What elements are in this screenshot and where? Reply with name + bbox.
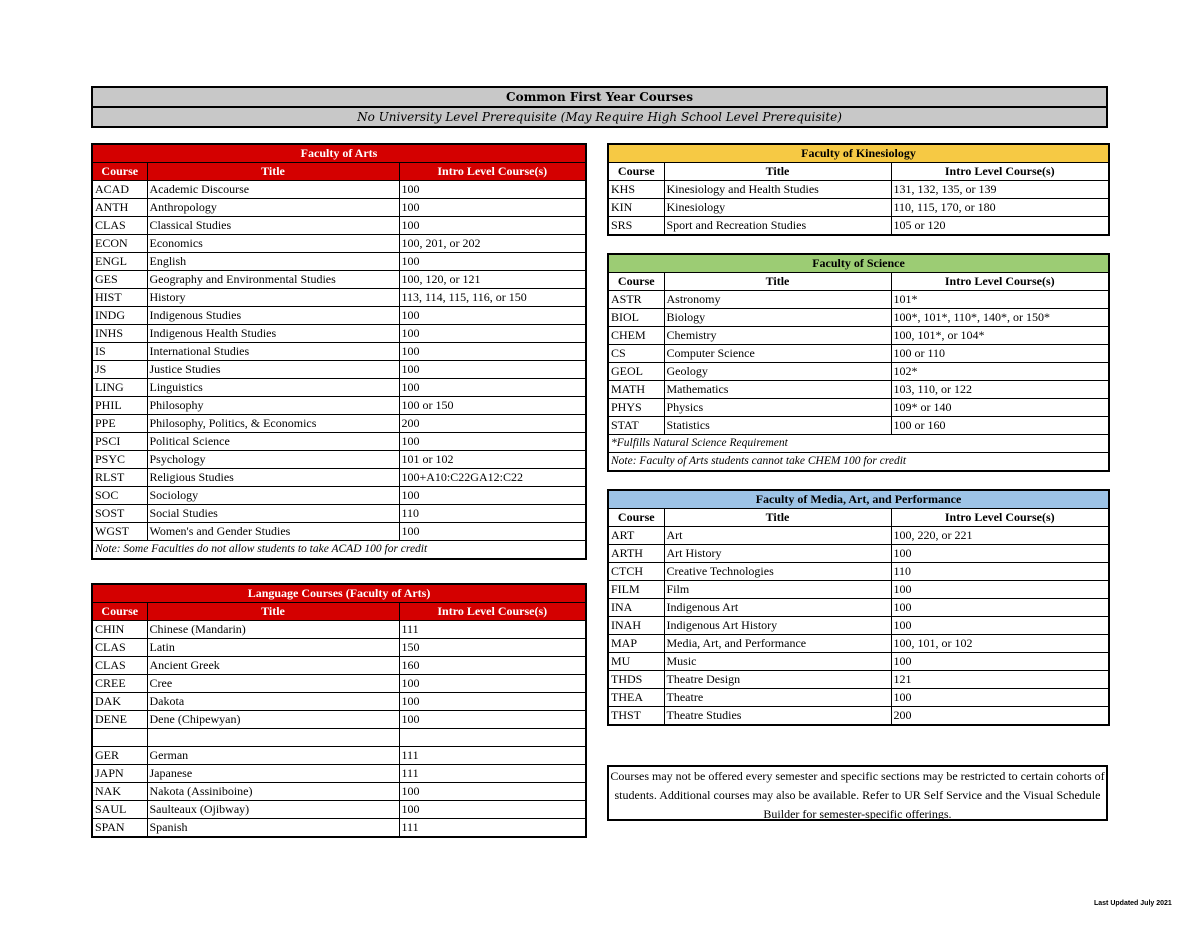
course-title: Music bbox=[664, 653, 891, 671]
course-title: Dakota bbox=[147, 693, 399, 711]
course-code: ACAD bbox=[92, 181, 147, 199]
course-code: INHS bbox=[92, 325, 147, 343]
intro-level-courses: 100 bbox=[399, 487, 586, 505]
intro-level-courses: 100, 120, or 121 bbox=[399, 271, 586, 289]
table-row bbox=[92, 397, 586, 415]
intro-level-courses: 103, 110, or 122 bbox=[891, 381, 1109, 399]
table-row bbox=[92, 271, 586, 289]
course-code: THEA bbox=[608, 689, 664, 707]
table-row bbox=[92, 361, 586, 379]
column-course: Course bbox=[608, 163, 664, 181]
intro-level-courses: 100 bbox=[399, 523, 586, 541]
language-courses-heading: Language Courses (Faculty of Arts) bbox=[92, 584, 586, 603]
course-code: ARTH bbox=[608, 545, 664, 563]
course-code: KIN bbox=[608, 199, 664, 217]
course-title: Japanese bbox=[147, 765, 399, 783]
intro-level-courses: 113, 114, 115, 116, or 150 bbox=[399, 289, 586, 307]
table-row bbox=[608, 671, 1109, 689]
faculty-of-media-art-performance-table bbox=[607, 489, 1110, 726]
course-title: Kinesiology bbox=[664, 199, 891, 217]
column-title: Title bbox=[664, 163, 891, 181]
course-code: KHS bbox=[608, 181, 664, 199]
intro-level-courses: 100, 220, or 221 bbox=[891, 527, 1109, 545]
course-title: Nakota (Assiniboine) bbox=[147, 783, 399, 801]
course-code: THST bbox=[608, 707, 664, 726]
column-course: Course bbox=[608, 273, 664, 291]
table-row bbox=[92, 693, 586, 711]
intro-level-courses: 111 bbox=[399, 621, 586, 639]
course-title: Dene (Chipewyan) bbox=[147, 711, 399, 729]
course-title: Film bbox=[664, 581, 891, 599]
course-title: Religious Studies bbox=[147, 469, 399, 487]
table-row bbox=[608, 417, 1109, 435]
course-title: Theatre Design bbox=[664, 671, 891, 689]
table-row bbox=[92, 783, 586, 801]
course-title: Philosophy bbox=[147, 397, 399, 415]
course-code: SRS bbox=[608, 217, 664, 236]
science-note-natural-science: *Fulfills Natural Science Requirement bbox=[608, 435, 1109, 453]
table-row bbox=[92, 657, 586, 675]
intro-level-courses: 100 bbox=[399, 217, 586, 235]
faculty-of-kinesiology-heading: Faculty of Kinesiology bbox=[608, 144, 1109, 163]
intro-level-courses: 111 bbox=[399, 747, 586, 765]
intro-level-courses: 100 or 160 bbox=[891, 417, 1109, 435]
column-title: Title bbox=[147, 603, 399, 621]
course-title: Geology bbox=[664, 363, 891, 381]
course-title: Biology bbox=[664, 309, 891, 327]
course-title: Cree bbox=[147, 675, 399, 693]
column-intro-level: Intro Level Course(s) bbox=[399, 603, 586, 621]
table-row bbox=[92, 433, 586, 451]
course-code: ENGL bbox=[92, 253, 147, 271]
course-title: German bbox=[147, 747, 399, 765]
table-row bbox=[92, 747, 586, 765]
course-title: Political Science bbox=[147, 433, 399, 451]
intro-level-courses: 111 bbox=[399, 765, 586, 783]
table-row bbox=[92, 639, 586, 657]
table-row bbox=[92, 235, 586, 253]
course-code: CS bbox=[608, 345, 664, 363]
course-code: JS bbox=[92, 361, 147, 379]
course-code: PHYS bbox=[608, 399, 664, 417]
course-code: MAP bbox=[608, 635, 664, 653]
course-title: Sociology bbox=[147, 487, 399, 505]
course-title: Philosophy, Politics, & Economics bbox=[147, 415, 399, 433]
course-title: Social Studies bbox=[147, 505, 399, 523]
course-title: Linguistics bbox=[147, 379, 399, 397]
course-title: Economics bbox=[147, 235, 399, 253]
course-code: INAH bbox=[608, 617, 664, 635]
common-first-year-banner bbox=[91, 86, 1108, 128]
intro-level-courses: 105 or 120 bbox=[891, 217, 1109, 236]
intro-level-courses: 100 bbox=[399, 325, 586, 343]
faculty-of-science-table bbox=[607, 253, 1110, 472]
course-title: Computer Science bbox=[664, 345, 891, 363]
course-title: Psychology bbox=[147, 451, 399, 469]
intro-level-courses: 131, 132, 135, or 139 bbox=[891, 181, 1109, 199]
course-title: Sport and Recreation Studies bbox=[664, 217, 891, 236]
last-updated-label: Last Updated July 2021 bbox=[1094, 900, 1172, 907]
intro-level-courses: 110 bbox=[399, 505, 586, 523]
course-title: Theatre Studies bbox=[664, 707, 891, 726]
table-row bbox=[92, 181, 586, 199]
course-title: Art bbox=[664, 527, 891, 545]
intro-level-courses: 100 bbox=[891, 599, 1109, 617]
course-code: CHIN bbox=[92, 621, 147, 639]
course-code: SOC bbox=[92, 487, 147, 505]
table-row bbox=[608, 581, 1109, 599]
faculty-of-media-heading: Faculty of Media, Art, and Performance bbox=[608, 490, 1109, 509]
table-row bbox=[92, 199, 586, 217]
intro-level-courses: 100 bbox=[891, 653, 1109, 671]
course-title: Media, Art, and Performance bbox=[664, 635, 891, 653]
table-row bbox=[608, 545, 1109, 563]
intro-level-courses: 100 bbox=[399, 199, 586, 217]
table-row bbox=[608, 563, 1109, 581]
course-title: English bbox=[147, 253, 399, 271]
table-row bbox=[608, 199, 1109, 217]
table-row bbox=[92, 343, 586, 361]
table-row bbox=[608, 363, 1109, 381]
intro-level-courses: 101* bbox=[891, 291, 1109, 309]
course-code: HIST bbox=[92, 289, 147, 307]
table-row bbox=[608, 599, 1109, 617]
intro-level-courses: 110 bbox=[891, 563, 1109, 581]
table-row bbox=[608, 635, 1109, 653]
course-availability-notice: Courses may not be offered every semester and specific sections may be restricted to certain cohorts of students. Additional courses may also be available. Refer to UR Self Service and the Visual Schedule Builder for semester-specific offerings. bbox=[607, 765, 1108, 821]
course-code: CTCH bbox=[608, 563, 664, 581]
course-code: BIOL bbox=[608, 309, 664, 327]
course-title: Geography and Environmental Studies bbox=[147, 271, 399, 289]
intro-level-courses: 200 bbox=[891, 707, 1109, 726]
course-code: DENE bbox=[92, 711, 147, 729]
course-code: CLAS bbox=[92, 657, 147, 675]
course-code: NAK bbox=[92, 783, 147, 801]
course-title: Indigenous Studies bbox=[147, 307, 399, 325]
course-title: Indigenous Art bbox=[664, 599, 891, 617]
course-title bbox=[147, 729, 399, 747]
course-code: STAT bbox=[608, 417, 664, 435]
intro-level-courses: 100 bbox=[399, 253, 586, 271]
column-course: Course bbox=[608, 509, 664, 527]
column-course: Course bbox=[92, 163, 147, 181]
course-title: Classical Studies bbox=[147, 217, 399, 235]
column-intro-level: Intro Level Course(s) bbox=[891, 509, 1109, 527]
course-code: CLAS bbox=[92, 639, 147, 657]
intro-level-courses: 109* or 140 bbox=[891, 399, 1109, 417]
course-title: Mathematics bbox=[664, 381, 891, 399]
intro-level-courses: 200 bbox=[399, 415, 586, 433]
course-title: International Studies bbox=[147, 343, 399, 361]
intro-level-courses: 100 or 110 bbox=[891, 345, 1109, 363]
course-title: Chemistry bbox=[664, 327, 891, 345]
column-intro-level: Intro Level Course(s) bbox=[891, 163, 1109, 181]
course-code: JAPN bbox=[92, 765, 147, 783]
table-row bbox=[92, 675, 586, 693]
table-row bbox=[608, 181, 1109, 199]
course-code: ASTR bbox=[608, 291, 664, 309]
course-title: Art History bbox=[664, 545, 891, 563]
arts-note: Note: Some Faculties do not allow students to take ACAD 100 for credit bbox=[92, 541, 586, 560]
intro-level-courses: 100 bbox=[399, 711, 586, 729]
course-code: ECON bbox=[92, 235, 147, 253]
table-row bbox=[92, 469, 586, 487]
course-code: LING bbox=[92, 379, 147, 397]
intro-level-courses: 160 bbox=[399, 657, 586, 675]
intro-level-courses: 100 or 150 bbox=[399, 397, 586, 415]
course-code: THDS bbox=[608, 671, 664, 689]
faculty-of-arts-table bbox=[91, 143, 587, 560]
intro-level-courses: 100 bbox=[891, 689, 1109, 707]
table-row bbox=[92, 379, 586, 397]
course-title: Saulteaux (Ojibway) bbox=[147, 801, 399, 819]
course-code: ART bbox=[608, 527, 664, 545]
intro-level-courses: 100 bbox=[891, 581, 1109, 599]
intro-level-courses: 100, 201, or 202 bbox=[399, 235, 586, 253]
table-row bbox=[608, 527, 1109, 545]
intro-level-courses: 100, 101*, or 104* bbox=[891, 327, 1109, 345]
course-code: FILM bbox=[608, 581, 664, 599]
course-title: Justice Studies bbox=[147, 361, 399, 379]
course-code: GEOL bbox=[608, 363, 664, 381]
course-code: PHIL bbox=[92, 397, 147, 415]
course-code: MU bbox=[608, 653, 664, 671]
faculty-of-science-heading: Faculty of Science bbox=[608, 254, 1109, 273]
table-row bbox=[608, 327, 1109, 345]
table-row bbox=[608, 217, 1109, 236]
course-code: PSYC bbox=[92, 451, 147, 469]
course-title: History bbox=[147, 289, 399, 307]
course-code: IS bbox=[92, 343, 147, 361]
faculty-of-kinesiology-table bbox=[607, 143, 1110, 236]
course-code: SOST bbox=[92, 505, 147, 523]
course-title: Anthropology bbox=[147, 199, 399, 217]
table-row bbox=[92, 523, 586, 541]
intro-level-courses: 111 bbox=[399, 819, 586, 838]
course-title: Kinesiology and Health Studies bbox=[664, 181, 891, 199]
course-title: Spanish bbox=[147, 819, 399, 838]
intro-level-courses: 100 bbox=[891, 617, 1109, 635]
course-code: INA bbox=[608, 599, 664, 617]
banner-subtitle: No University Level Prerequisite (May Require High School Level Prerequisite) bbox=[93, 108, 1106, 128]
table-row bbox=[608, 653, 1109, 671]
faculty-of-arts-heading: Faculty of Arts bbox=[92, 144, 586, 163]
banner-title: Common First Year Courses bbox=[93, 88, 1106, 108]
course-code: GES bbox=[92, 271, 147, 289]
course-code: CHEM bbox=[608, 327, 664, 345]
course-title: Women's and Gender Studies bbox=[147, 523, 399, 541]
table-row bbox=[608, 345, 1109, 363]
table-row bbox=[608, 381, 1109, 399]
intro-level-courses: 100 bbox=[399, 801, 586, 819]
table-row bbox=[608, 309, 1109, 327]
intro-level-courses: 100 bbox=[891, 545, 1109, 563]
table-row bbox=[92, 307, 586, 325]
table-row bbox=[92, 765, 586, 783]
course-code: DAK bbox=[92, 693, 147, 711]
intro-level-courses: 102* bbox=[891, 363, 1109, 381]
course-title: Indigenous Art History bbox=[664, 617, 891, 635]
course-title: Chinese (Mandarin) bbox=[147, 621, 399, 639]
intro-level-courses: 100 bbox=[399, 675, 586, 693]
intro-level-courses: 100+A10:C22GA12:C22 bbox=[399, 469, 586, 487]
course-title: Theatre bbox=[664, 689, 891, 707]
intro-level-courses: 100 bbox=[399, 379, 586, 397]
intro-level-courses: 100, 101, or 102 bbox=[891, 635, 1109, 653]
course-title: Latin bbox=[147, 639, 399, 657]
table-row bbox=[92, 711, 586, 729]
intro-level-courses: 110, 115, 170, or 180 bbox=[891, 199, 1109, 217]
course-code: SAUL bbox=[92, 801, 147, 819]
intro-level-courses: 150 bbox=[399, 639, 586, 657]
intro-level-courses: 100 bbox=[399, 433, 586, 451]
intro-level-courses bbox=[399, 729, 586, 747]
course-code bbox=[92, 729, 147, 747]
course-title: Statistics bbox=[664, 417, 891, 435]
column-title: Title bbox=[664, 509, 891, 527]
course-title: Physics bbox=[664, 399, 891, 417]
table-row bbox=[92, 487, 586, 505]
table-row bbox=[92, 325, 586, 343]
course-code: CREE bbox=[92, 675, 147, 693]
intro-level-courses: 100 bbox=[399, 361, 586, 379]
science-note-chem: Note: Faculty of Arts students cannot take CHEM 100 for credit bbox=[608, 453, 1109, 472]
intro-level-courses: 100 bbox=[399, 343, 586, 361]
course-title: Indigenous Health Studies bbox=[147, 325, 399, 343]
course-title: Creative Technologies bbox=[664, 563, 891, 581]
intro-level-courses: 100 bbox=[399, 783, 586, 801]
column-intro-level: Intro Level Course(s) bbox=[891, 273, 1109, 291]
table-row bbox=[92, 505, 586, 523]
intro-level-courses: 100 bbox=[399, 693, 586, 711]
table-row bbox=[92, 801, 586, 819]
course-code: CLAS bbox=[92, 217, 147, 235]
intro-level-courses: 100 bbox=[399, 181, 586, 199]
table-row bbox=[92, 451, 586, 469]
course-code: MATH bbox=[608, 381, 664, 399]
course-code: WGST bbox=[92, 523, 147, 541]
column-intro-level: Intro Level Course(s) bbox=[399, 163, 586, 181]
column-title: Title bbox=[147, 163, 399, 181]
table-row bbox=[608, 617, 1109, 635]
course-code: RLST bbox=[92, 469, 147, 487]
course-title: Academic Discourse bbox=[147, 181, 399, 199]
course-code: SPAN bbox=[92, 819, 147, 838]
course-code: PSCI bbox=[92, 433, 147, 451]
course-code: ANTH bbox=[92, 199, 147, 217]
table-row bbox=[608, 707, 1109, 726]
table-row bbox=[608, 689, 1109, 707]
course-code: GER bbox=[92, 747, 147, 765]
table-row bbox=[92, 253, 586, 271]
column-title: Title bbox=[664, 273, 891, 291]
table-row bbox=[92, 819, 586, 838]
course-code: PPE bbox=[92, 415, 147, 433]
table-row bbox=[92, 729, 586, 747]
course-title: Ancient Greek bbox=[147, 657, 399, 675]
intro-level-courses: 100*, 101*, 110*, 140*, or 150* bbox=[891, 309, 1109, 327]
intro-level-courses: 101 or 102 bbox=[399, 451, 586, 469]
table-row bbox=[92, 289, 586, 307]
table-row bbox=[92, 415, 586, 433]
table-row bbox=[92, 621, 586, 639]
table-row bbox=[608, 399, 1109, 417]
table-row bbox=[608, 291, 1109, 309]
course-code: INDG bbox=[92, 307, 147, 325]
intro-level-courses: 121 bbox=[891, 671, 1109, 689]
language-courses-table bbox=[91, 583, 587, 838]
intro-level-courses: 100 bbox=[399, 307, 586, 325]
table-row bbox=[92, 217, 586, 235]
course-title: Astronomy bbox=[664, 291, 891, 309]
column-course: Course bbox=[92, 603, 147, 621]
